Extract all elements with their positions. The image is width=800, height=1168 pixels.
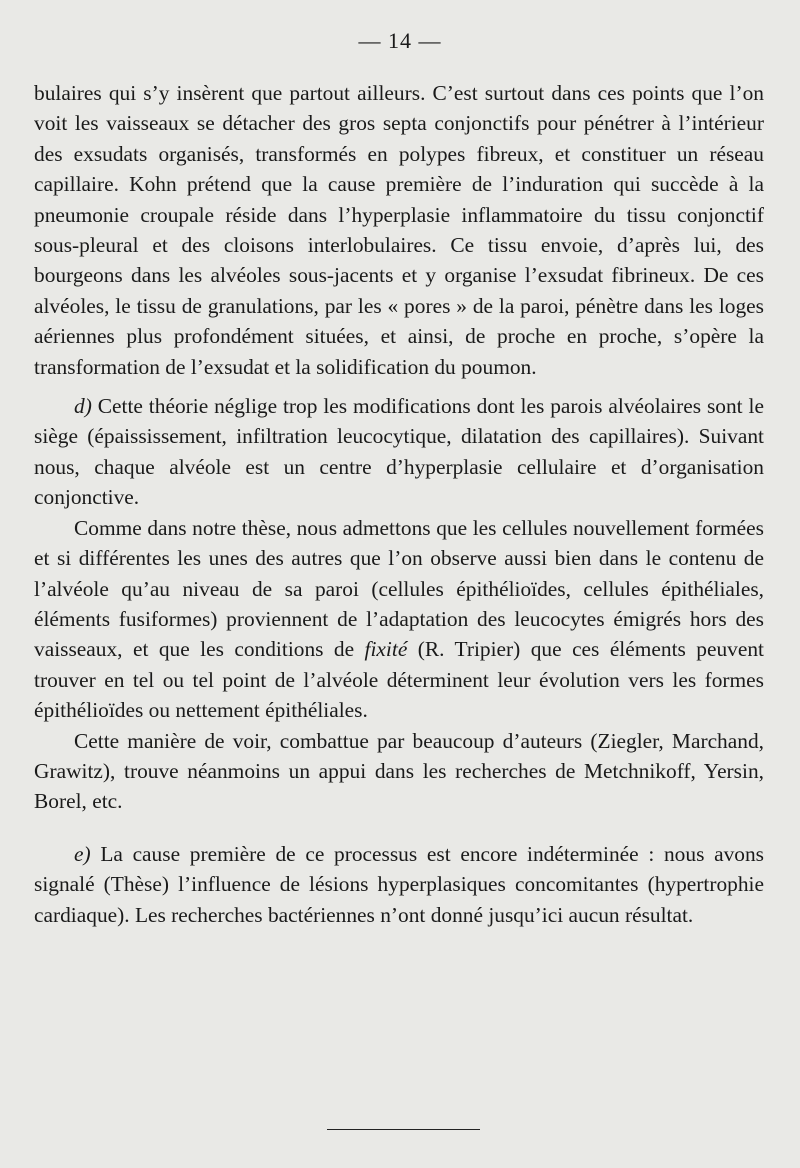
paragraph-e [34, 839, 764, 930]
paragraph-thesis-text-end: (R. Tripier) que ces éléments peuvent trouver en tel ou tel point de l’alvéole déterminent leur évolution vers les formes épithélioïdes ou nettement épithéliales. [34, 637, 764, 723]
paragraph-thesis [34, 513, 764, 726]
paragraph-marker-e: e) [74, 841, 91, 866]
body-text [34, 78, 764, 930]
paragraph-thesis-text-start: Comme dans notre thèse, nous admettons que les cellules nouvellement formées et si différentes les unes des autres que l’on observe aussi bien dans le contenu de l’alvéole qu’au niveau de sa paroi (cellules épithélioïdes, cellules épithéliales, éléments fusiformes) proviennent de l’adaptation des leucocytes émigrés hors des vaisseaux, et que les conditions de [34, 515, 764, 662]
paragraph-authors: Cette manière de voir, combattue par beaucoup d’auteurs (Ziegler, Marchand, Grawitz), trouve néanmoins un appui dans les recherches de Metchnikoff, Yersin, Borel, etc. [34, 728, 764, 814]
paragraph-continuation: bulaires qui s’y insèrent que partout ailleurs. C’est surtout dans ces points que l’on voit les vaisseaux se détacher des gros septa conjonctifs pour pénétrer à l’intérieur des exsudats organisés, transformés en polypes fibreux, et constituer un réseau capillaire. Kohn prétend que la cause première de l’induration qui succède à la pneumonie croupale réside dans l’hyperplasie inflammatoire du tissu conjonctif sous-pleural et des cloisons interlobulaires. Ce tissu envoie, d’après lui, des bourgeons dans les alvéoles sous-jacents et y organise l’exsudat fibrineux. De ces alvéoles, le tissu de granulations, par les « pores » de la paroi, pénètre dans les loges aériennes plus profondément situées, et ainsi, de proche en proche, s’opère la transformation de l’exsudat et la solidification du poumon. [34, 81, 764, 379]
page-number: — 14 — [358, 28, 442, 53]
paragraph-d [34, 391, 764, 513]
paragraph-e-text: La cause première de ce processus est encore indéterminée : nous avons signalé (Thèse) l’influence de lésions hyperplasiques concomitantes (hypertrophie cardiaque). Les recherches bactériennes n’ont donné jusqu’ici aucun résultat. [34, 841, 764, 927]
emphasis-fixite: fixité [364, 637, 408, 662]
footer-divider [327, 1129, 480, 1130]
paragraph-marker-d: d) [74, 394, 92, 419]
paragraph-d-text: Cette théorie néglige trop les modifications dont les parois alvéolaires sont le siège (épaississement, infiltration leucocytique, dilatation des capillaires). Suivant nous, chaque alvéole est un centre d’hyperplasie cellulaire et d’organisation conjonctive. [34, 394, 764, 510]
